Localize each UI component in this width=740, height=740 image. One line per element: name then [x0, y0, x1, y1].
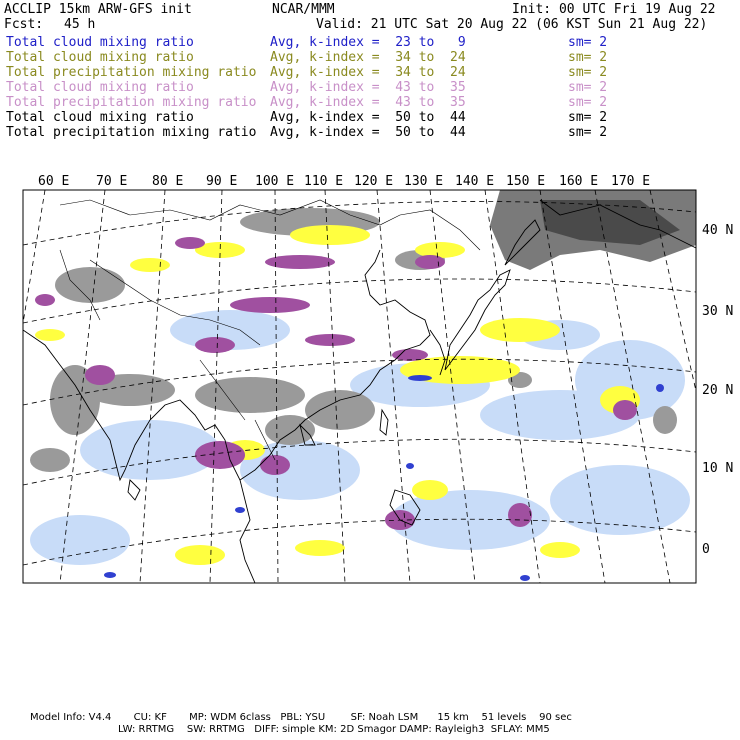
legend-sm: sm= 2	[568, 65, 608, 80]
legend-field: Total cloud mixing ratio	[6, 80, 194, 95]
init-time: Init: 00 UTC Fri 19 Aug 22	[512, 2, 716, 17]
legend-field: Total precipitation mixing ratio	[6, 65, 257, 80]
latitude-label: 40 N	[702, 223, 734, 238]
legend-sm: sm= 2	[568, 35, 608, 50]
center-name: NCAR/MMM	[272, 2, 335, 17]
longitude-label: 170 E	[611, 174, 651, 189]
legend-field: Total cloud mixing ratio	[6, 35, 194, 50]
longitude-label: 160 E	[559, 174, 599, 189]
legend-range: Avg, k-index = 23 to 9	[270, 35, 466, 50]
latitude-label: 10 N	[702, 461, 734, 476]
longitude-label: 80 E	[152, 174, 184, 189]
longitude-label: 120 E	[354, 174, 394, 189]
longitude-label: 100 E	[255, 174, 295, 189]
legend-field: Total precipitation mixing ratio	[6, 95, 257, 110]
legend-sm: sm= 2	[568, 95, 608, 110]
map-panel	[0, 190, 740, 583]
longitude-label: 90 E	[206, 174, 238, 189]
model-info-line2: LW: RRTMG SW: RRTMG DIFF: simple KM: 2D Smagor DAMP: Rayleigh3 SFLAY: MM5	[118, 724, 550, 735]
legend-field: Total cloud mixing ratio	[6, 110, 194, 125]
legend-sm: sm= 2	[568, 80, 608, 95]
latitude-label: 20 N	[702, 383, 734, 398]
forecast-label: Fcst:	[4, 17, 44, 32]
legend-range: Avg, k-index = 50 to 44	[270, 110, 466, 125]
legend-range: Avg, k-index = 43 to 35	[270, 95, 466, 110]
legend-field: Total cloud mixing ratio	[6, 50, 194, 65]
latitude-label: 0	[702, 542, 710, 557]
model-info-line1: Model Info: V4.4 CU: KF MP: WDM 6class PBL: YSU SF: Noah LSM 15 km 51 levels 90 sec	[30, 712, 572, 723]
legend-field: Total precipitation mixing ratio	[6, 125, 257, 140]
legend-sm: sm= 2	[568, 125, 608, 140]
longitude-label: 150 E	[506, 174, 546, 189]
legend-range: Avg, k-index = 34 to 24	[270, 65, 466, 80]
longitude-label: 140 E	[455, 174, 495, 189]
legend-range: Avg, k-index = 34 to 24	[270, 50, 466, 65]
forecast-hour: 45 h	[64, 17, 96, 32]
model-title: ACCLIP 15km ARW-GFS init	[4, 2, 192, 17]
longitude-label: 70 E	[96, 174, 128, 189]
longitude-label: 110 E	[304, 174, 344, 189]
legend-range: Avg, k-index = 43 to 35	[270, 80, 466, 95]
legend-sm: sm= 2	[568, 50, 608, 65]
longitude-label: 60 E	[38, 174, 70, 189]
legend-sm: sm= 2	[568, 110, 608, 125]
legend-range: Avg, k-index = 50 to 44	[270, 125, 466, 140]
longitude-labels	[38, 174, 650, 189]
longitude-label: 130 E	[404, 174, 444, 189]
latitude-labels	[702, 223, 733, 557]
latitude-label: 30 N	[702, 304, 734, 319]
valid-time: Valid: 21 UTC Sat 20 Aug 22 (06 KST Sun 21 Aug 22)	[316, 17, 708, 32]
